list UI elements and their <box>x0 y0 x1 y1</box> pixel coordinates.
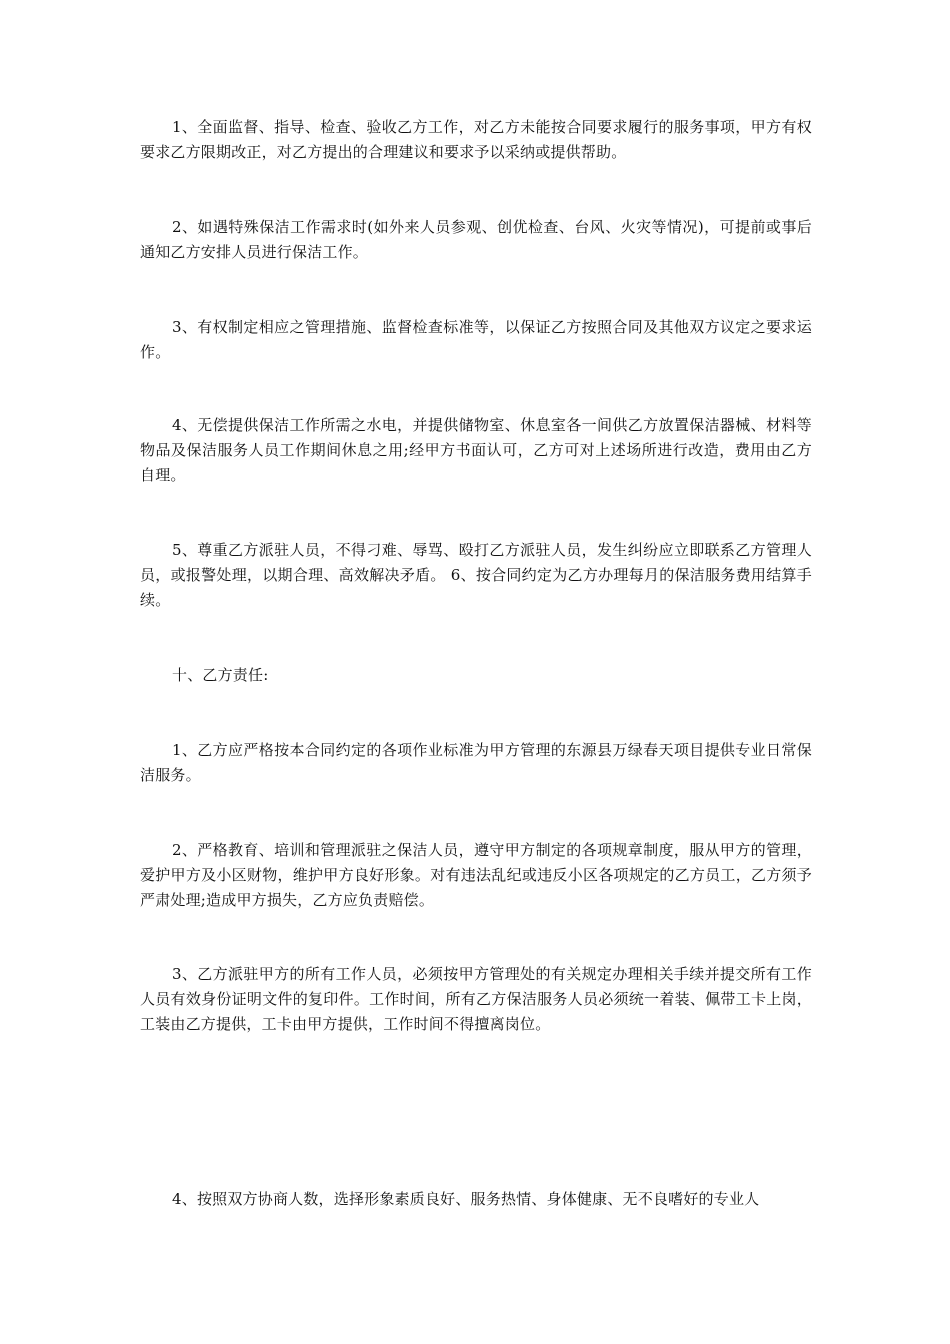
clause-paragraph: 2、严格教育、培训和管理派驻之保洁人员，遵守甲方制定的各项规章制度，服从甲方的管理，爱护甲方及小区财物，维护甲方良好形象。对有违法乱纪或违反小区各项规定的乙方员工，乙方须予严肃处理;造成甲方损失，乙方应负责赔偿。 <box>140 841 812 909</box>
clause-paragraph: 5、尊重乙方派驻人员，不得刁难、辱骂、殴打乙方派驻人员，发生纠纷应立即联系乙方管理人员，或报警处理，以期合理、高效解决矛盾。 6、按合同约定为乙方办理每月的保洁服务费用结算手续。 <box>140 541 812 609</box>
clause-paragraph: 3、乙方派驻甲方的所有工作人员，必须按甲方管理处的有关规定办理相关手续并提交所有工作人员有效身份证明文件的复印件。工作时间，所有乙方保洁服务人员必须统一着装、佩带工卡上岗，工装由乙方提供，工卡由甲方提供，工作时间不得擅离岗位。 <box>140 965 812 1033</box>
clause-paragraph: 2、如遇特殊保洁工作需求时(如外来人员参观、创优检查、台风、火灾等情况)，可提前或事后通知乙方安排人员进行保洁工作。 <box>140 218 812 261</box>
clause-paragraph: 1、乙方应严格按本合同约定的各项作业标准为甲方管理的东源县万绿春天项目提供专业日常保洁服务。 <box>140 741 812 784</box>
clause-paragraph: 4、按照双方协商人数，选择形象素质良好、服务热情、身体健康、无不良嗜好的专业人 <box>172 1190 760 1208</box>
clause-paragraph: 3、有权制定相应之管理措施、监督检查标准等，以保证乙方按照合同及其他双方议定之要求运作。 <box>140 318 812 361</box>
clause-paragraph: 4、无偿提供保洁工作所需之水电，并提供储物室、休息室各一间供乙方放置保洁器械、材料等物品及保洁服务人员工作期间休息之用;经甲方书面认可，乙方可对上述场所进行改造，费用由乙方自理。 <box>140 416 812 484</box>
clause-paragraph: 1、全面监督、指导、检查、验收乙方工作，对乙方未能按合同要求履行的服务事项，甲方有权要求乙方限期改正，对乙方提出的合理建议和要求予以采纳或提供帮助。 <box>140 118 812 161</box>
section-heading: 十、乙方责任: <box>172 666 269 684</box>
